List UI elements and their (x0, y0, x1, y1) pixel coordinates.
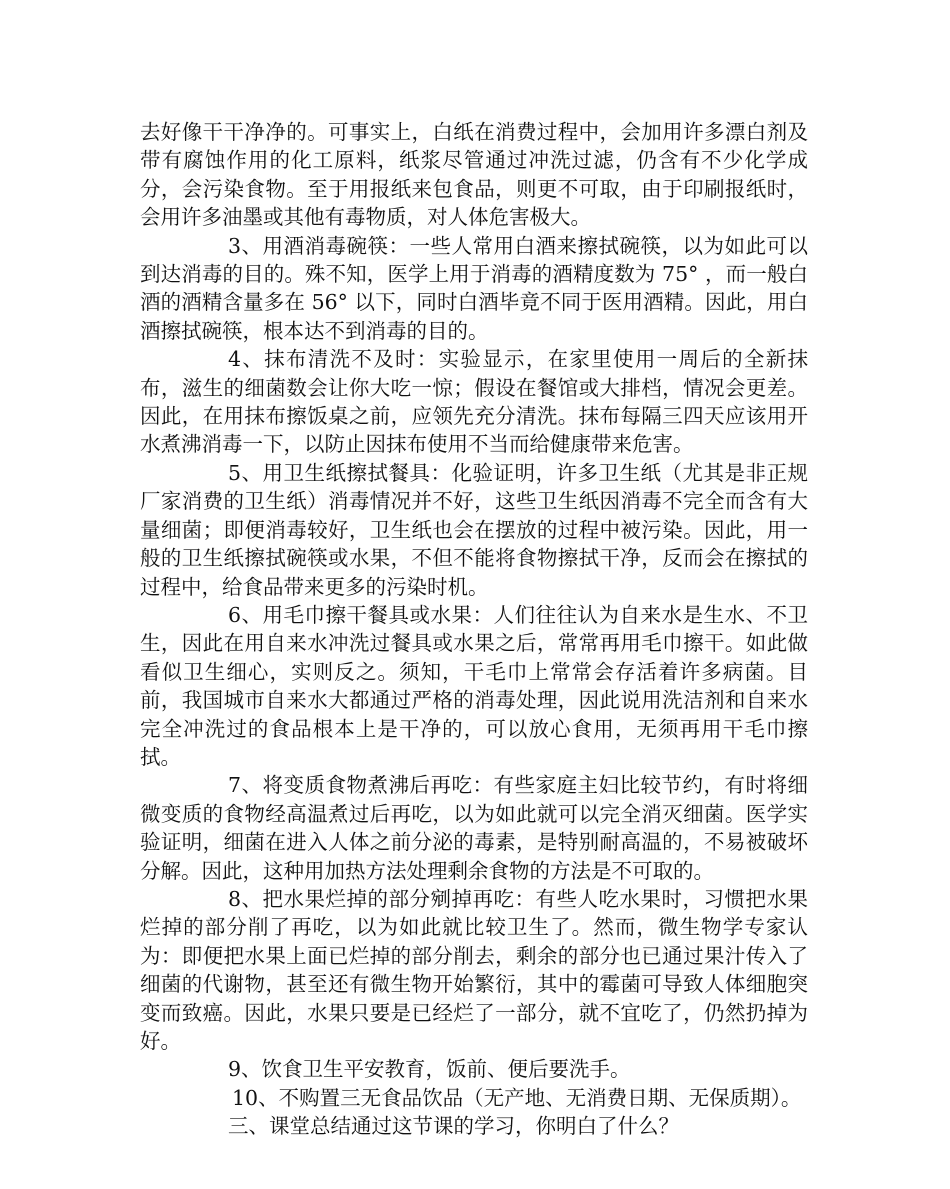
paragraph-item-5: 5、用卫生纸擦拭餐具：化验证明，许多卫生纸（尤其是非正规厂家消费的卫生纸）消毒情况并不好，这些卫生纸因消毒不完全而含有大量细菌；即便消毒较好，卫生纸也会在摆放的过程中被污染。因此，用一般的卫生纸擦拭碗筷或水果，不但不能将食物擦拭干净，反而会在擦拭的过程中，给食品带来更多的污染时机。 (140, 460, 808, 599)
paragraph-item-4: 4、抹布清洗不及时：实验显示，在家里使用一周后的全新抹布，滋生的细菌数会让你大吃一惊；假设在餐馆或大排档，情况会更差。因此，在用抹布擦饭桌之前，应领先充分清洗。抹布每隔三四天应该用开水煮沸消毒一下，以防止因抹布使用不当而给健康带来危害。 (140, 347, 808, 457)
paragraph-item-9: 9、饮食卫生平安教育，饭前、便后要洗手。 (228, 1057, 631, 1082)
paragraph-paper-hazard: 去好像干干净净的。可事实上，白纸在消费过程中，会加用许多漂白剂及带有腐蚀作用的化工原料，纸浆尽管通过冲洗过滤，仍含有不少化学成分，会污染食物。至于用报纸来包食品，则更不可取，由于印刷报纸时，会用许多油墨或其他有毒物质，对人体危害极大。 (140, 120, 808, 230)
paragraph-item-7: 7、将变质食物煮沸后再吃：有些家庭主妇比较节约，有时将细微变质的食物经高温煮过后再吃，以为如此就可以完全消灭细菌。医学实验证明，细菌在进入人体之前分泌的毒素，是特别耐高温的，不易被破坏分解。因此，这种用加热方法处理剩余食物的方法是不可取的。 (140, 773, 808, 883)
paragraph-item-6: 6、用毛巾擦干餐具或水果：人们往往认为自来水是生水、不卫生，因此在用自来水冲洗过餐具或水果之后，常常再用毛巾擦干。如此做看似卫生细心，实则反之。须知，干毛巾上常常会存活着许多病菌。目前，我国城市自来水大都通过严格的消毒处理，因此说用洗洁剂和自来水完全冲洗过的食品根本上是干净的，可以放心食用，无须再用干毛巾擦拭。 (140, 602, 808, 769)
document-page (140, 118, 808, 1141)
paragraph-item-8: 8、把水果烂掉的部分剜掉再吃：有些人吃水果时，习惯把水果烂掉的部分削了再吃，以为如此就比较卫生了。然而，微生物学专家认为：即便把水果上面已烂掉的部分削去，剩余的部分也已通过果汁传入了细菌的代谢物，甚至还有微生物开始繁衍，其中的霉菌可导致人体细胞突变而致癌。因此，水果只要是已经烂了一部分，就不宜吃了，仍然扔掉为好。 (140, 886, 808, 1053)
paragraph-summary: 三、课堂总结通过这节课的学习，你明白了什么？ (228, 1114, 679, 1139)
paragraph-item-3: 3、用酒消毒碗筷：一些人常用白酒来擦拭碗筷，以为如此可以到达消毒的目的。殊不知，医学上用于消毒的酒精度数为 75° ，而一般白酒的酒精含量多在 56° 以下，同时白酒毕竟不同于医用酒精。因此，用白酒擦拭碗筷，根本达不到消毒的目的。 (140, 233, 808, 343)
paragraph-item-10: 10、不购置三无食品饮品（无产地、无消费日期、无保质期）。 (232, 1085, 802, 1110)
